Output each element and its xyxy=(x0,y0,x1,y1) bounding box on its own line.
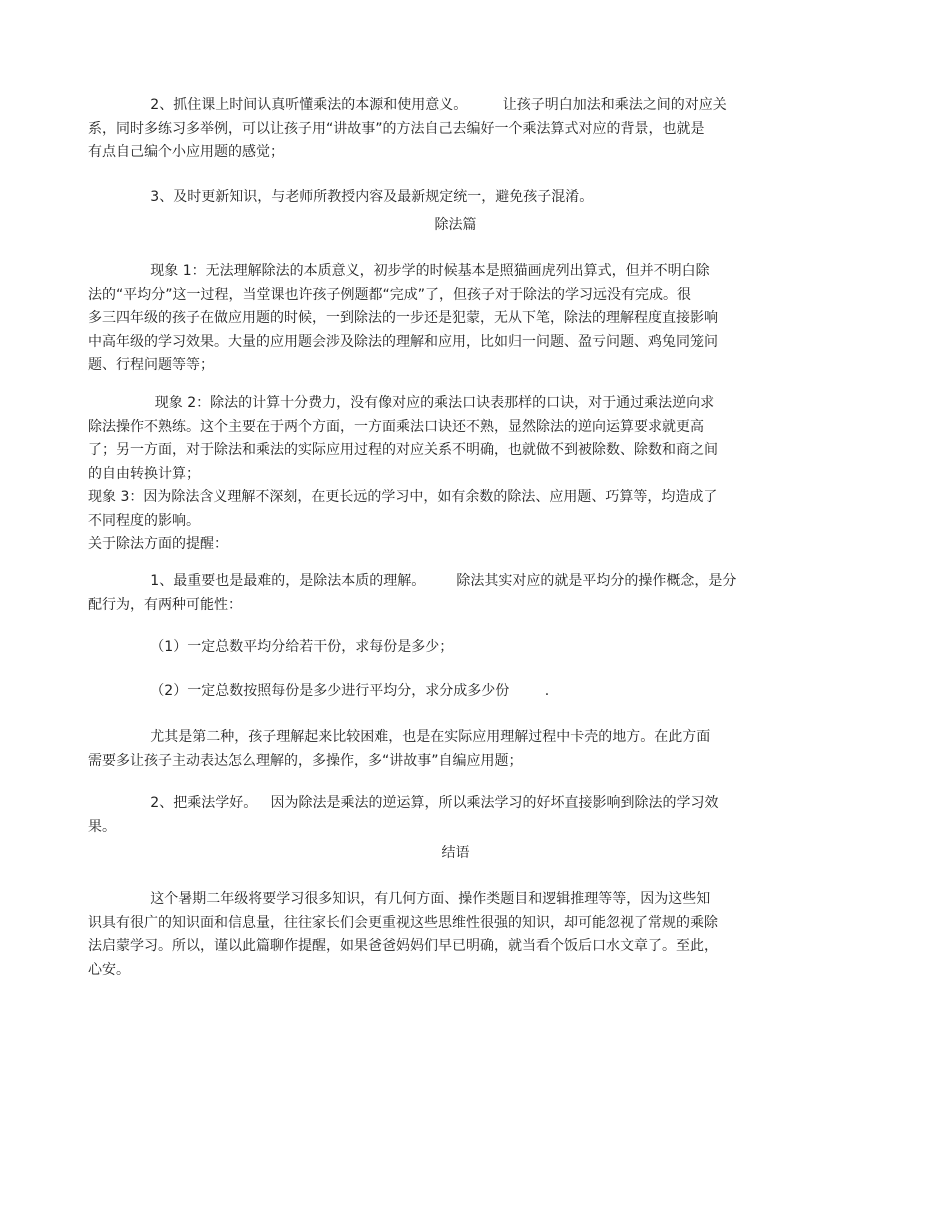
paragraph-conclusion xyxy=(88,888,823,982)
paragraph-phenomenon-2-3 xyxy=(88,392,823,557)
text-line: 法启蒙学习。所以，谨以此篇聊作提醒，如果爸爸妈妈们早已明确，就当看个饭后口水文章了。至此， xyxy=(88,938,718,954)
paragraph-division-1 xyxy=(88,570,823,617)
text-line: 的自由转换计算； xyxy=(88,465,200,482)
paragraph-multiplication-2 xyxy=(88,94,823,165)
section-heading-division: 除法篇 xyxy=(434,217,477,233)
text-line: 识具有很广的知识面和信息量，往往家长们会更重视这些思维性很强的知识，却可能忽视了常规的乘除 xyxy=(88,914,718,931)
paragraph-phenomenon-1 xyxy=(88,260,823,378)
text-line: （2）一定总数按照每份是多少进行平均分，求分成多少份 . xyxy=(88,683,550,699)
text-line: 需要多让孩子主动表达怎么理解的，多操作，多“讲故事”自编应用题； xyxy=(88,752,523,769)
text-line: 系，同时多练习多举例，可以让孩子用“讲故事”的方法自己去编好一个乘法算式对应的背景，也就是 xyxy=(88,120,705,137)
text-line: 3、及时更新知识，与老师所教授内容及最新规定统一，避免孩子混淆。 xyxy=(88,189,594,205)
section-heading-conclusion: 结语 xyxy=(441,845,470,861)
text-line: 1、最重要也是最难的，是除法本质的理解。 除法其实对应的就是平均分的操作概念，是分 xyxy=(88,573,737,589)
text-line: 法的“平均分”这一过程，当堂课也许孩子例题都“完成”了，但孩子对于除法的学习远没有完成。很 xyxy=(88,286,692,303)
text-line: 现象 3：因为除法含义理解不深刻，在更长远的学习中，如有余数的除法、应用题、巧算等，均造成了 xyxy=(88,489,718,505)
text-line: 尤其是第二种，孩子理解起来比较困难，也是在实际应用理解过程中卡壳的地方。在此方面 xyxy=(88,729,711,745)
text-line: 除法操作不熟练。这个主要在于两个方面，一方面乘法口诀还不熟，显然除法的逆向运算要求就更高 xyxy=(88,418,704,435)
paragraph-option-1 xyxy=(88,636,823,660)
text-line: 2、抓住课上时间认真听懂乘法的本源和使用意义。 让孩子明白加法和乘法之间的对应关 xyxy=(88,97,727,113)
text-line: 现象 1：无法理解除法的本质意义，初步学的时候基本是照猫画虎列出算式，但并不明白除 xyxy=(88,263,710,279)
paragraph-multiplication-3 xyxy=(88,186,823,210)
text-line: 有点自己编个小应用题的感觉； xyxy=(88,144,284,160)
paragraph-division-2 xyxy=(88,792,823,839)
text-line: （1）一定总数平均分给若干份，求每份是多少； xyxy=(88,639,454,655)
text-line: 中高年级的学习效果。大量的应用题会涉及除法的理解和应用，比如归一问题、盈亏问题、鸡兔同笼问 xyxy=(88,333,718,350)
text-line: 了；另一方面，对于除法和乘法的实际应用过程的对应关系不明确，也就做不到被除数、除数和商之间 xyxy=(88,442,718,458)
text-line: 关于除法方面的提醒： xyxy=(88,536,228,552)
text-line: 不同程度的影响。 xyxy=(88,512,200,529)
text-line: 这个暑期二年级将要学习很多知识，有几何方面、操作类题目和逻辑推理等等，因为这些知 xyxy=(88,891,711,907)
paragraph-second-case xyxy=(88,726,823,773)
text-line: 心安。 xyxy=(88,961,130,978)
text-line: 现象 2：除法的计算十分费力，没有像对应的乘法口诀表那样的口诀，对于通过乘法逆向求 xyxy=(88,395,715,411)
text-line: 配行为，有两种可能性： xyxy=(88,596,242,613)
paragraph-option-2 xyxy=(88,680,823,704)
text-line: 果。 xyxy=(88,818,116,835)
text-line: 题、行程问题等等； xyxy=(88,357,214,373)
text-line: 多三四年级的孩子在做应用题的时候，一到除法的一步还是犯蒙，无从下笔，除法的理解程度直接影响 xyxy=(88,310,718,326)
text-line: 2、把乘法学好。 因为除法是乘法的逆运算，所以乘法学习的好坏直接影响到除法的学习效 xyxy=(88,795,719,811)
